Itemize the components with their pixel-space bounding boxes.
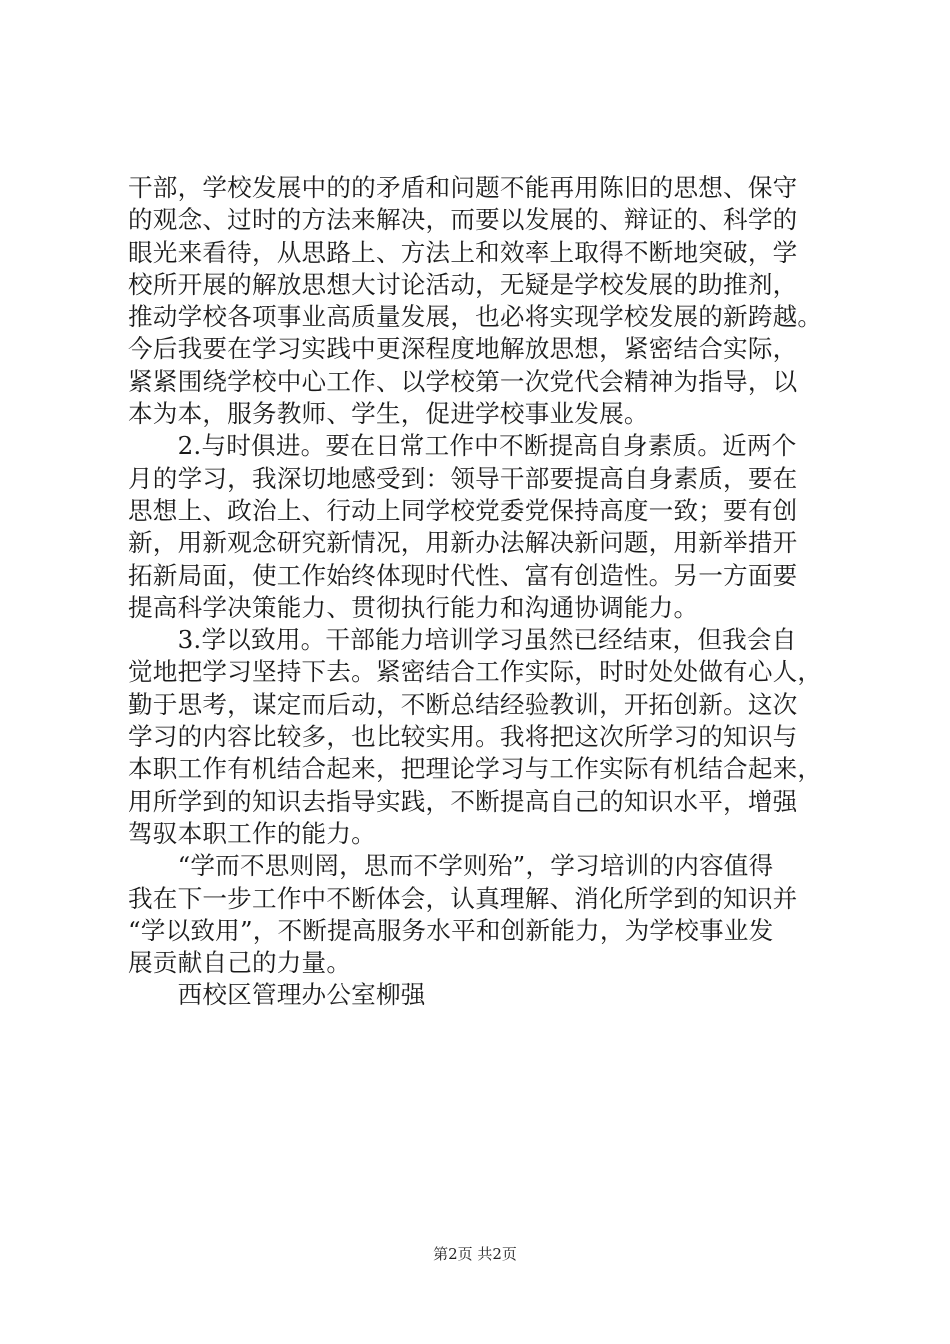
text-line: 干部，学校发展中的的矛盾和问题不能再用陈旧的思想、保守 <box>128 173 798 202</box>
text-line: 的观念、过时的方法来解决，而要以发展的、辩证的、科学的 <box>128 205 798 235</box>
text-line: 今后我要在学习实践中更深程度地解放思想，紧密结合实际， <box>128 334 798 364</box>
text-line: 月的学习，我深切地感受到：领导干部要提高自身素质，要在 <box>128 463 798 493</box>
text-line: 觉地把学习坚持下去。紧密结合工作实际，时时处处做有心人， <box>128 657 823 687</box>
document-body <box>128 172 848 1012</box>
text-line: 驾驭本职工作的能力。 <box>128 818 376 848</box>
text-line: 拓新局面，使工作始终体现时代性、富有创造性。另一方面要 <box>128 560 798 590</box>
text-line: “学以致用”，不断提高服务水平和创新能力，为学校事业发 <box>128 915 774 945</box>
text-line: 展贡献自己的力量。 <box>128 948 352 978</box>
text-line: 本为本，服务教师、学生，促进学校事业发展。 <box>128 399 649 429</box>
text-line: 本职工作有机结合起来，把理论学习与工作实际有机结合起来， <box>128 754 823 784</box>
signature-line: 西校区管理办公室柳强 <box>128 980 426 1010</box>
text-line: 用所学到的知识去指导实践，不断提高自己的知识水平，增强 <box>128 786 798 816</box>
text-line: 提高科学决策能力、贯彻执行能力和沟通协调能力。 <box>128 592 699 622</box>
text-line: 新，用新观念研究新情况，用新办法解决新问题，用新举措开 <box>128 528 798 558</box>
text-line: 思想上、政治上、行动上同学校党委党保持高度一致；要有创 <box>128 495 798 525</box>
page-number-footer: 第2页 共2页 <box>433 1245 517 1263</box>
text-line: 3.学以致用。干部能力培训学习虽然已经结束，但我会自 <box>128 625 797 655</box>
text-line: 校所开展的解放思想大讨论活动，无疑是学校发展的助推剂， <box>128 269 798 299</box>
text-line: 紧紧围绕学校中心工作、以学校第一次党代会精神为指导，以 <box>128 366 798 396</box>
text-line: 2.与时俱进。要在日常工作中不断提高自身素质。近两个 <box>128 431 797 461</box>
text-line: 眼光来看待，从思路上、方法上和效率上取得不断地突破，学 <box>128 237 798 267</box>
text-line: 我在下一步工作中不断体会，认真理解、消化所学到的知识并 <box>128 883 798 913</box>
text-line: 推动学校各项事业高质量发展，也必将实现学校发展的新跨越。 <box>128 302 823 332</box>
text-line: 勤于思考，谋定而后动，不断总结经验教训，开拓创新。这次 <box>128 689 798 719</box>
text-line: 学习的内容比较多，也比较实用。我将把这次所学习的知识与 <box>128 722 798 752</box>
text-line: “学而不思则罔，思而不学则殆”，学习培训的内容值得 <box>128 851 774 881</box>
